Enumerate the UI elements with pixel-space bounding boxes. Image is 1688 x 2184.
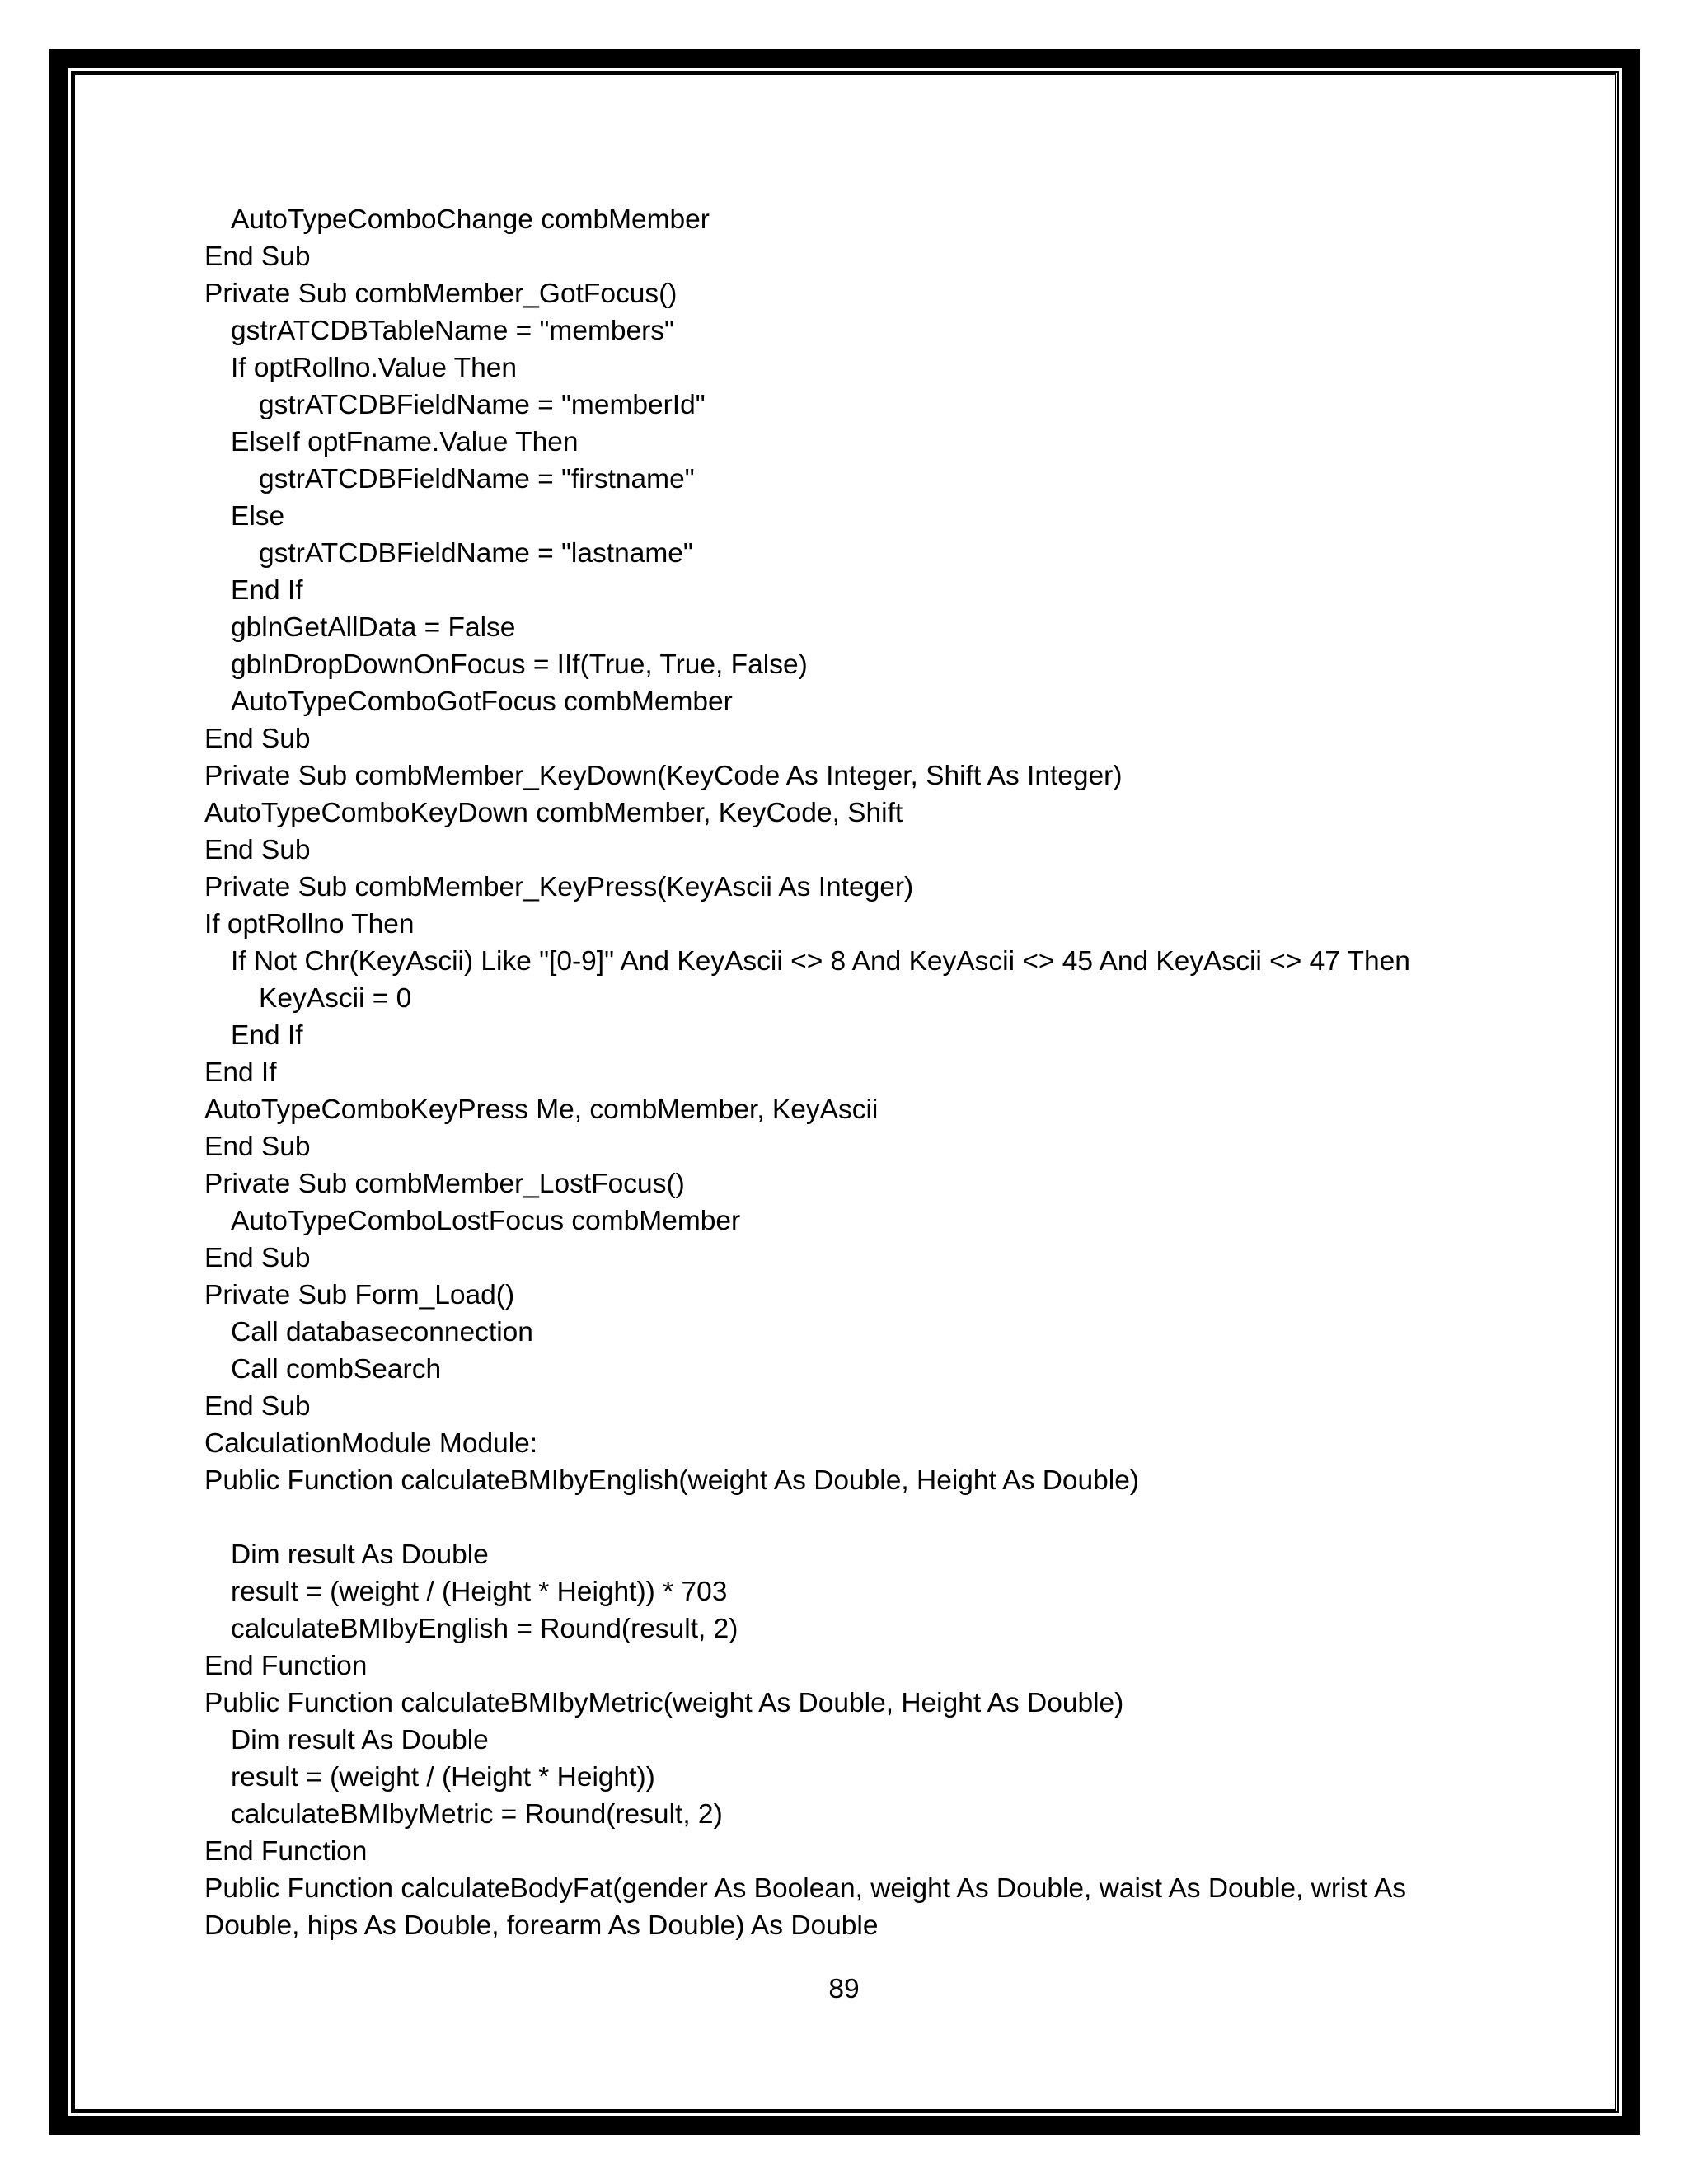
code-line: AutoTypeComboGotFocus combMember xyxy=(231,687,733,717)
code-line: gstrATCDBFieldName = "memberId" xyxy=(259,390,706,420)
code-line: Public Function calculateBMIbyEnglish(weight As Double, Height As Double) xyxy=(204,1465,1140,1496)
code-line: AutoTypeComboLostFocus combMember xyxy=(231,1206,741,1236)
code-line: End Sub xyxy=(204,835,311,865)
page-number: 89 xyxy=(828,1974,860,2004)
code-line: AutoTypeComboKeyDown combMember, KeyCode, Shift xyxy=(204,798,903,828)
code-listing xyxy=(204,201,1507,1944)
code-line: AutoTypeComboChange combMember xyxy=(231,204,710,235)
code-line: Private Sub combMember_GotFocus() xyxy=(204,279,678,309)
code-line: gstrATCDBTableName = "members" xyxy=(231,316,674,346)
code-line: ElseIf optFname.Value Then xyxy=(231,427,579,457)
code-line: End Function xyxy=(204,1836,368,1867)
code-line xyxy=(204,1499,1507,1536)
code-line: Private Sub combMember_KeyPress(KeyAscii As Integer) xyxy=(204,872,914,902)
code-line: CalculationModule Module: xyxy=(204,1428,538,1459)
code-line: KeyAscii = 0 xyxy=(259,983,412,1014)
code-line: gstrATCDBFieldName = "firstname" xyxy=(259,464,695,494)
code-line: If optRollno.Value Then xyxy=(231,353,518,383)
code-line: Call combSearch xyxy=(231,1354,442,1385)
code-line: result = (weight / (Height * Height)) * 703 xyxy=(231,1577,728,1607)
code-line: Public Function calculateBMIbyMetric(weight As Double, Height As Double) xyxy=(204,1688,1124,1718)
code-line: End If xyxy=(204,1057,277,1088)
code-line: Private Sub Form_Load() xyxy=(204,1280,515,1310)
code-line: End Sub xyxy=(204,1391,311,1422)
code-line: End Sub xyxy=(204,241,311,272)
code-line: End Sub xyxy=(204,724,311,754)
code-line: gblnGetAllData = False xyxy=(231,612,516,643)
code-line: AutoTypeComboKeyPress Me, combMember, KeyAscii xyxy=(204,1094,879,1125)
code-line: End If xyxy=(231,575,303,606)
code-line: Dim result As Double xyxy=(231,1540,489,1570)
code-line: Else xyxy=(231,501,285,532)
code-line: If optRollno Then xyxy=(204,909,415,940)
code-line: calculateBMIbyEnglish = Round(result, 2) xyxy=(231,1614,738,1644)
code-line: End Sub xyxy=(204,1132,311,1162)
code-line: calculateBMIbyMetric = Round(result, 2) xyxy=(231,1799,723,1830)
code-line: End Sub xyxy=(204,1243,311,1273)
code-line: gblnDropDownOnFocus = IIf(True, True, False) xyxy=(231,649,808,680)
code-line: End If xyxy=(231,1020,303,1051)
code-line: Public Function calculateBodyFat(gender As Boolean, weight As Double, waist As Double, wrist As xyxy=(204,1873,1407,1904)
code-line: Double, hips As Double, forearm As Double) As Double xyxy=(204,1910,879,1941)
code-line: Dim result As Double xyxy=(231,1725,489,1755)
code-line: result = (weight / (Height * Height)) xyxy=(231,1762,655,1793)
code-line: Private Sub combMember_KeyDown(KeyCode As Integer, Shift As Integer) xyxy=(204,761,1123,791)
code-line: End Function xyxy=(204,1651,368,1681)
code-line: If Not Chr(KeyAscii) Like "[0-9]" And KeyAscii <> 8 And KeyAscii <> 45 And KeyAscii <> 47 Then xyxy=(231,946,1410,977)
code-line: Private Sub combMember_LostFocus() xyxy=(204,1169,685,1199)
code-line: Call databaseconnection xyxy=(231,1317,533,1347)
code-line: gstrATCDBFieldName = "lastname" xyxy=(259,538,693,569)
